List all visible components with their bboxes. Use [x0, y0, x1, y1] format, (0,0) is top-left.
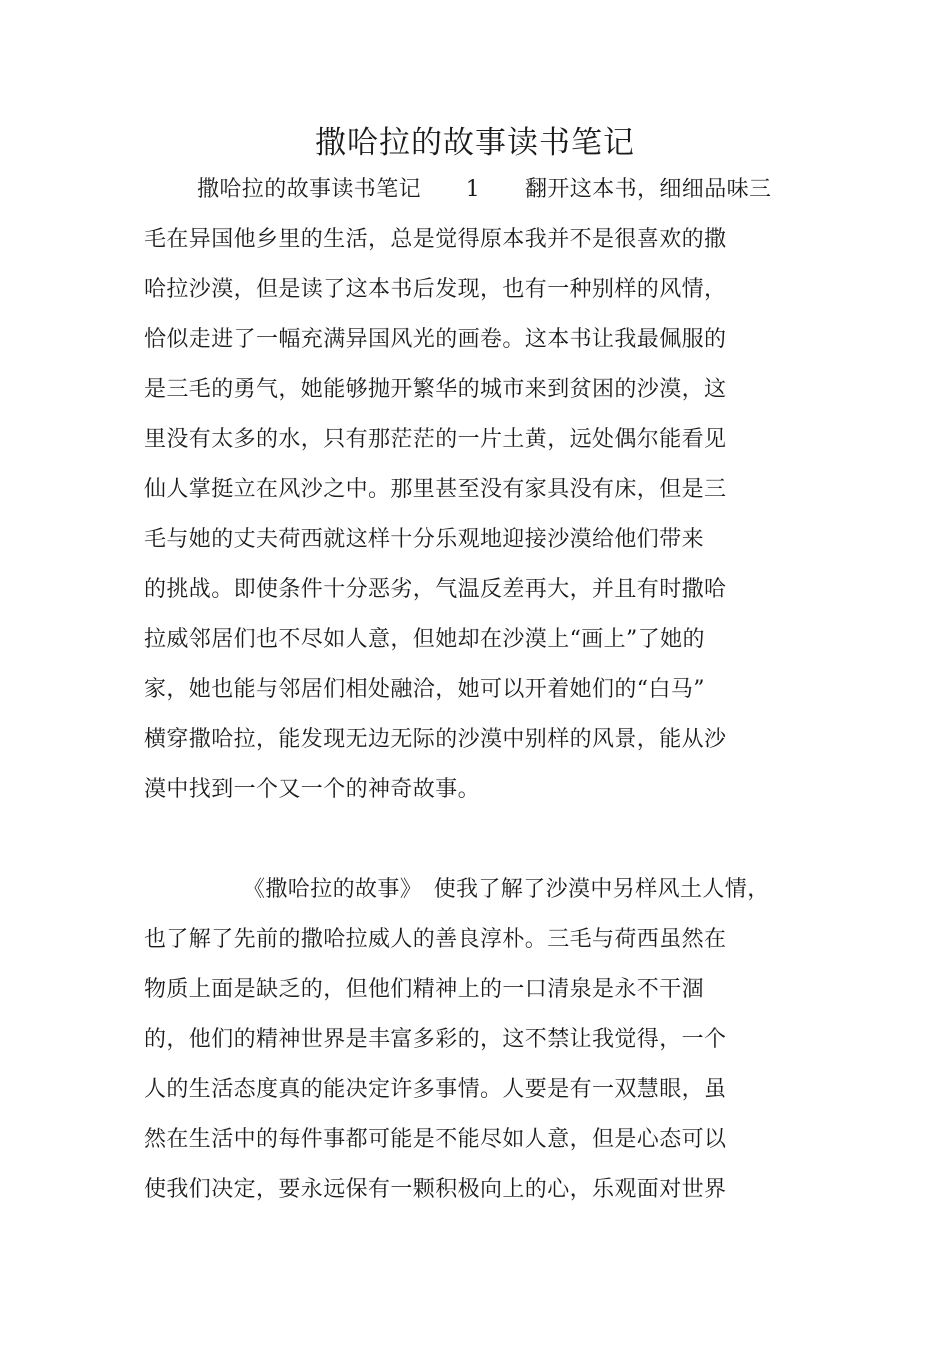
- document-title: 撒哈拉的故事读书笔记: [315, 125, 635, 161]
- paragraph-1-line-4: 恰似走进了一幅充满异国风光的画卷。这本书让我最佩服的: [144, 327, 727, 352]
- paragraph-2-line-5: 人的生活态度真的能决定许多事情。人要是有一双慧眼，虽: [144, 1077, 727, 1102]
- paragraph-1-line-9: 的挑战。即使条件十分恶劣，气温反差再大，并且有时撒哈: [144, 577, 727, 602]
- paragraph-2-line-4: 的，他们的精神世界是丰富多彩的，这不禁让我觉得，一个: [144, 1027, 727, 1052]
- paragraph-2-line-1: 《撒哈拉的故事》 使我了解了沙漠中另样风土人情，: [243, 877, 770, 902]
- paragraph-1-line-13: 漠中找到一个又一个的神奇故事。: [144, 777, 481, 802]
- paragraph-1-line-3: 哈拉沙漠，但是读了这本书后发现，也有一种别样的风情，: [144, 277, 727, 302]
- paragraph-2-line-6: 然在生活中的每件事都可能是不能尽如人意，但是心态可以: [144, 1127, 727, 1152]
- paragraph-2-line-3: 物质上面是缺乏的，但他们精神上的一口清泉是永不干涸: [144, 977, 705, 1002]
- paragraph-1-line-8: 毛与她的丈夫荷西就这样十分乐观地迎接沙漠给他们带来: [144, 527, 705, 552]
- paragraph-1-line-2: 毛在异国他乡里的生活，总是觉得原本我并不是很喜欢的撒: [144, 227, 727, 252]
- paragraph-1-line-6: 里没有太多的水，只有那茫茫的一片土黄，远处偶尔能看见: [144, 427, 727, 452]
- paragraph-1-line-5: 是三毛的勇气，她能够抛开繁华的城市来到贫困的沙漠，这: [144, 377, 727, 402]
- paragraph-1-line-11: 家，她也能与邻居们相处融洽，她可以开着她们的“白马”: [144, 677, 705, 702]
- paragraph-2-line-2: 也了解了先前的撒哈拉威人的善良淳朴。三毛与荷西虽然在: [144, 927, 727, 952]
- paragraph-1-line-7: 仙人掌挺立在风沙之中。那里甚至没有家具没有床，但是三: [144, 477, 727, 502]
- paragraph-1-line-10: 拉威邻居们也不尽如人意，但她却在沙漠上“画上”了她的: [144, 627, 705, 652]
- paragraph-1-line-12: 横穿撒哈拉，能发现无边无际的沙漠中别样的风景，能从沙: [144, 727, 727, 752]
- paragraph-2-line-7: 使我们决定，要永远保有一颗积极向上的心，乐观面对世界: [144, 1177, 727, 1202]
- paragraph-1-line-1: 撒哈拉的故事读书笔记 1 翻开这本书，细细品味三: [197, 177, 772, 202]
